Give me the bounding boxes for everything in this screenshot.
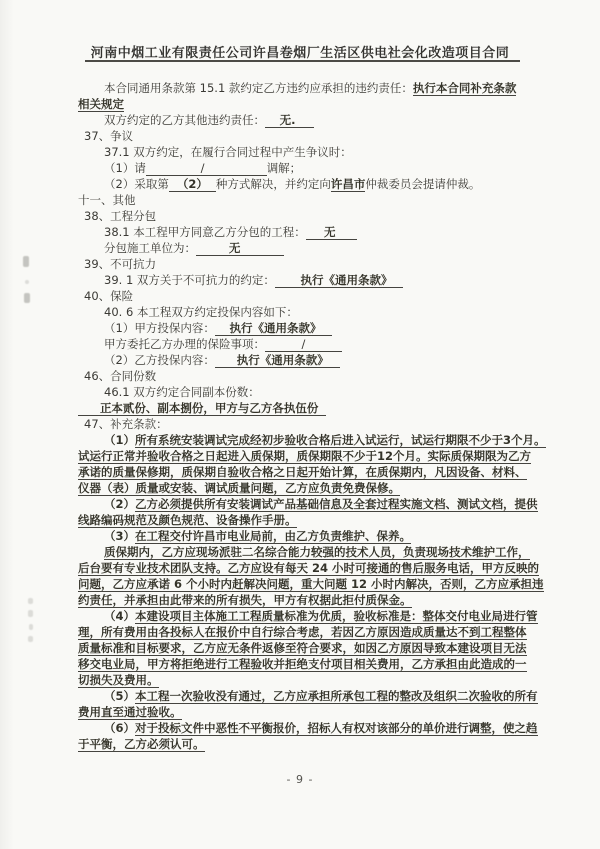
text-segment: 十一、其他 bbox=[78, 193, 136, 207]
filled-value bbox=[321, 321, 332, 336]
text-segment: 38、工程分包 bbox=[84, 209, 157, 223]
filled-value: （2） bbox=[168, 177, 216, 191]
filled-value bbox=[296, 113, 314, 128]
contract-line bbox=[104, 528, 530, 544]
header-rule bbox=[85, 60, 520, 62]
filled-value: 仪器（表）质量或安装、调试质量问题，乙方应负责免费保修。 bbox=[78, 481, 400, 495]
text-segment: （6） bbox=[104, 721, 136, 735]
contract-line bbox=[78, 672, 530, 688]
contract-line bbox=[104, 272, 530, 288]
filled-value: 切损失及费用。 bbox=[78, 673, 159, 687]
contract-line bbox=[104, 160, 530, 176]
contract-line bbox=[104, 720, 538, 736]
filled-value: 乙方必须提供所有安装调试产品基础信息及全套过程实施文档、测试文档，提供 bbox=[135, 497, 538, 511]
contract-line bbox=[78, 512, 530, 528]
contract-line bbox=[84, 208, 530, 224]
filled-value bbox=[275, 273, 301, 288]
text-segment: 39、不可抗力 bbox=[84, 257, 157, 271]
margin-smudge bbox=[29, 624, 33, 630]
filled-value: 理，所有费用由各投标人在报价中自行综合考虑，若因乙方原因造成质量达不到工程整体 bbox=[78, 625, 527, 639]
page-number: - 9 - bbox=[286, 773, 314, 786]
filled-value: 无 bbox=[324, 225, 336, 239]
filled-value: 费用直至通过验收。 bbox=[78, 705, 182, 719]
contract-body bbox=[78, 80, 546, 752]
filled-value bbox=[78, 401, 100, 416]
contract-line bbox=[104, 608, 538, 624]
contract-line bbox=[104, 688, 538, 704]
contract-line bbox=[78, 592, 530, 608]
contract-line bbox=[78, 576, 544, 592]
contract-line bbox=[78, 640, 530, 656]
contract-line bbox=[78, 736, 530, 752]
contract-line bbox=[104, 432, 546, 448]
filled-value: 移交电业局，甲方将拒绝进行工程验收并拒绝支付项目相关费用，乙方承担由此造成的一 bbox=[78, 657, 527, 671]
margin-smudge bbox=[28, 598, 33, 604]
text-segment: （5） bbox=[104, 689, 136, 703]
filled-value bbox=[393, 273, 404, 288]
filled-value: 正本贰份、副本捌份，甲方与乙方各执伍份 bbox=[99, 401, 319, 415]
contract-line bbox=[104, 352, 530, 368]
filled-value: 于平衡，乙方必须认可。 bbox=[78, 737, 205, 751]
text-segment: 甲方委托乙方办理的保险事项： bbox=[104, 337, 265, 351]
filled-value: 本建设项目主体施工工程质量标准为优质，验收标准是：整体交付电业局进行管 bbox=[135, 609, 538, 623]
filled-value: 无. bbox=[279, 113, 296, 127]
filled-value: 执行《通用条款》 bbox=[229, 321, 322, 335]
text-segment: 分包施工单位为： bbox=[104, 241, 196, 255]
contract-line bbox=[78, 400, 530, 416]
contract-line bbox=[78, 560, 540, 576]
margin-smudge bbox=[28, 636, 33, 642]
contract-line bbox=[104, 224, 530, 240]
text-segment: （3） bbox=[104, 529, 136, 543]
text-segment: 46.1 双方约定合同副本份数： bbox=[104, 385, 260, 399]
filled-value bbox=[240, 241, 284, 256]
text-segment: （2）乙方投保内容： bbox=[104, 353, 215, 367]
filled-value: 许昌市 bbox=[330, 177, 366, 191]
filled-value: 执行《通用条款》 bbox=[236, 353, 329, 367]
filled-value: 执行本合同补充条款 bbox=[412, 81, 517, 95]
filled-value: 本工程一次验收没有通过，乙方应承担所承包工程的整改及组织二次验收的所有 bbox=[135, 689, 538, 703]
filled-value bbox=[318, 401, 325, 416]
contract-line bbox=[78, 704, 530, 720]
text-segment: 37、争议 bbox=[84, 129, 134, 143]
contract-line bbox=[78, 480, 530, 496]
margin-smudge bbox=[23, 256, 29, 267]
filled-value: / bbox=[265, 337, 342, 351]
contract-line bbox=[78, 464, 530, 480]
margin-smudge bbox=[25, 280, 29, 284]
contract-line bbox=[104, 544, 530, 560]
text-segment: 39. 1 双方关于不可抗力的约定： bbox=[104, 273, 275, 287]
contract-line bbox=[78, 192, 530, 208]
text-segment: 调解； bbox=[266, 161, 302, 175]
contract-line bbox=[104, 336, 530, 352]
margin-smudge bbox=[28, 610, 33, 617]
filled-value: 质保期内，乙方应现场派驻二名综合能力较强的技术人员，负责现场技术维护工作， bbox=[104, 545, 530, 559]
text-segment: 37.1 双方约定，在履行合同过程中产生争议时： bbox=[104, 145, 352, 159]
contract-line bbox=[78, 96, 530, 112]
filled-value: 质量标准和目标要求，乙方应无条件返修至符合要求，如因乙方原因导致本建设项目无法 bbox=[78, 641, 527, 655]
text-segment: 38.1 本工程甲方同意乙方分包的工程： bbox=[104, 225, 306, 239]
filled-value bbox=[215, 321, 230, 336]
text-segment: （1）甲方投保内容： bbox=[104, 321, 215, 335]
contract-line bbox=[104, 112, 530, 128]
contract-line bbox=[84, 128, 530, 144]
contract-line bbox=[78, 624, 530, 640]
filled-value bbox=[329, 353, 340, 368]
filled-value: 执行《通用条款》 bbox=[300, 273, 393, 287]
filled-value bbox=[215, 353, 237, 368]
text-segment: （1）请 bbox=[104, 161, 146, 175]
text-segment: 47、补充条款： bbox=[84, 417, 168, 431]
text-segment: 40、保险 bbox=[84, 289, 134, 303]
text-segment: （4） bbox=[104, 609, 136, 623]
contract-line bbox=[104, 240, 530, 256]
text-segment: 双方约定的乙方其他违约责任： bbox=[104, 113, 265, 127]
contract-line bbox=[104, 144, 530, 160]
text-segment: （2） bbox=[104, 497, 136, 511]
filled-value: 线路编码规范及颜色规范、设备操作手册。 bbox=[78, 513, 297, 527]
contract-line bbox=[84, 288, 530, 304]
text-segment: （1） bbox=[104, 433, 136, 447]
filled-value: 对于投标文件中恶性不平衡报价，招标人有权对该部分的单价进行调整，使之趋 bbox=[135, 721, 538, 735]
contract-line bbox=[104, 384, 530, 400]
filled-value: 后台要有专业技术团队支持。乙方应设有每天 24 小时可接通的售后服务电话，甲方反映的 bbox=[78, 561, 540, 575]
page-title: 河南中烟工业有限责任公司许昌卷烟厂生活区供电社会化改造项目合同 bbox=[90, 46, 510, 61]
filled-value: 相关规定 bbox=[78, 97, 124, 111]
filled-value: 承诺的质量保修期，质保期自验收合格之日起开始计算，在质保期内，凡因设备、材料、 bbox=[78, 465, 527, 479]
filled-value: 试运行正常并验收合格之日起进入质保期，质保期限不少于12个月。实际质保期限为乙方 bbox=[78, 449, 531, 463]
contract-line bbox=[104, 320, 530, 336]
filled-value: 约责任，并承担由此带来的所有损失，甲方有权据此拒付质保金。 bbox=[78, 593, 412, 607]
margin-smudge bbox=[24, 293, 30, 303]
filled-value: / bbox=[145, 161, 267, 175]
contract-line bbox=[78, 656, 530, 672]
contract-line bbox=[104, 304, 530, 320]
filled-value bbox=[265, 113, 280, 128]
text-segment: 46、合同份数 bbox=[84, 369, 157, 383]
filled-value: 在工程交付许昌市电业局前，由乙方负责维护、保养。 bbox=[135, 529, 412, 543]
filled-value: 无 bbox=[228, 241, 241, 255]
filled-value bbox=[336, 225, 358, 240]
contract-line bbox=[84, 416, 530, 432]
filled-value: 所有系统安装调试完成经初步验收合格后进入试运行，试运行期限不少于3个月。 bbox=[135, 433, 546, 447]
contract-line bbox=[84, 368, 530, 384]
contract-line bbox=[104, 176, 530, 192]
contract-line bbox=[78, 448, 530, 464]
filled-value bbox=[196, 241, 229, 256]
text-segment: 仲裁委员会提请仲裁。 bbox=[365, 177, 481, 191]
text-segment: （2）采取第 bbox=[104, 177, 169, 191]
text-segment: 40. 6 本工程双方约定投保内容如下： bbox=[104, 305, 298, 319]
filled-value bbox=[306, 225, 324, 240]
text-segment: 本合同通用条款第 15.1 款约定乙方违约应承担的违约责任： bbox=[104, 81, 413, 95]
contract-line bbox=[84, 256, 530, 272]
contract-line bbox=[104, 496, 538, 512]
filled-value: 问题，乙方应承诺 6 个小时内赶解决问题，重大问题 12 小时内解决，否则，乙方应承担违 bbox=[78, 577, 544, 591]
contract-line bbox=[104, 80, 530, 96]
text-segment: 种方式解决，并约定向 bbox=[215, 177, 331, 191]
